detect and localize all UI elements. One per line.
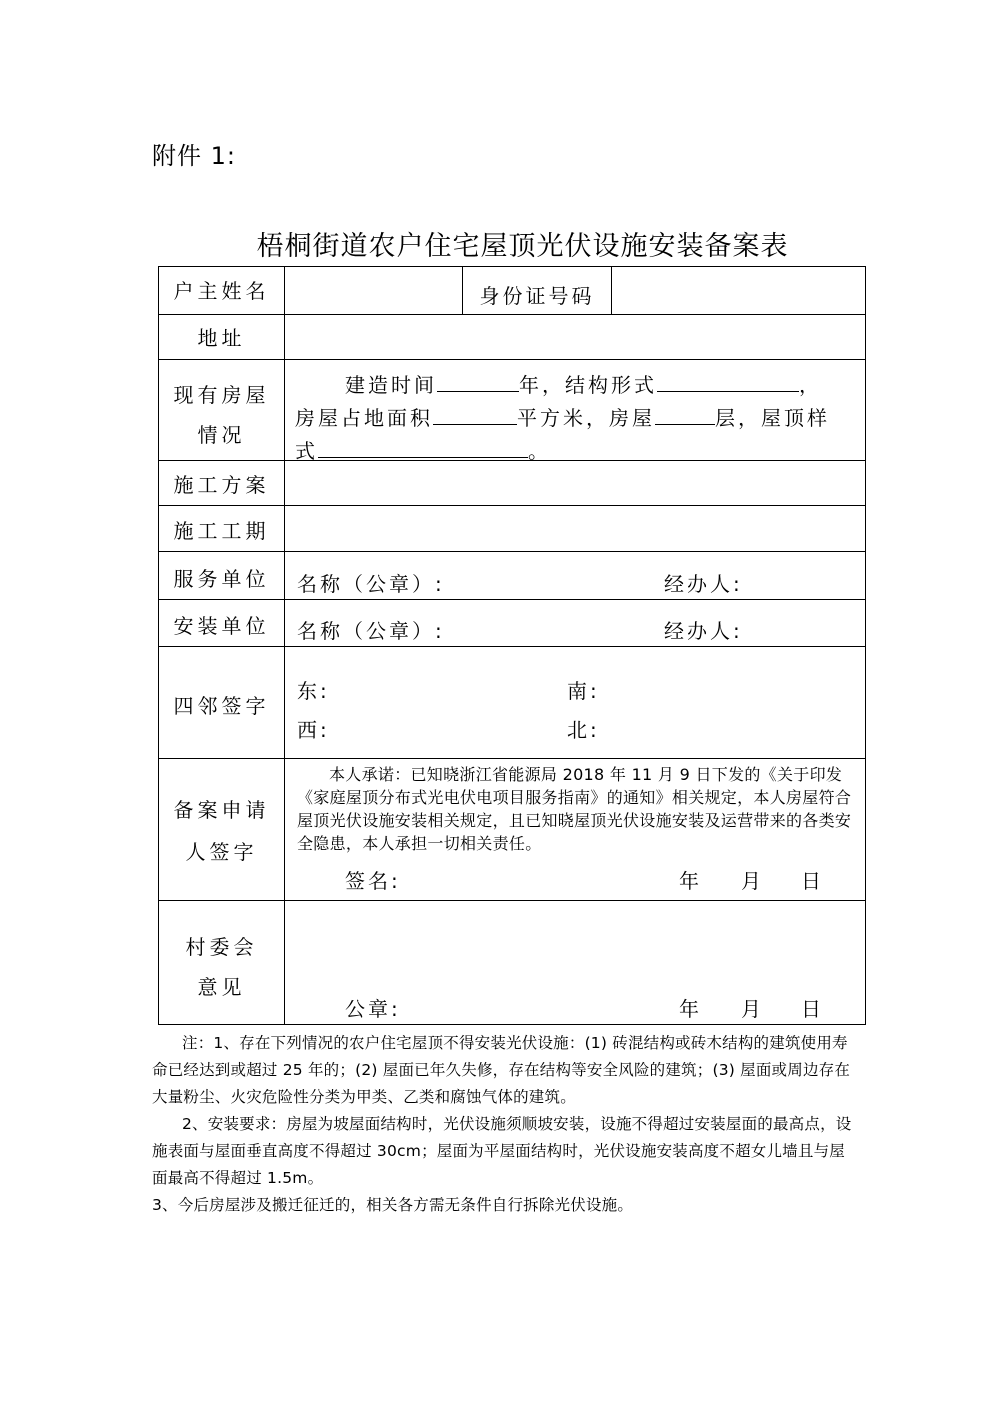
seal-date-year: 年 <box>679 997 702 1021</box>
row-divider <box>159 314 865 315</box>
construction-period-label: 施工工期 <box>173 519 270 543</box>
south-label: 南: <box>567 679 600 703</box>
area-text: 房屋占地面积 <box>295 406 433 430</box>
east-label: 东: <box>297 679 330 703</box>
note-3: 3、今后房屋涉及搬迁征迁的，相关各方需无条件自行拆除光伏设施。 <box>152 1196 634 1214</box>
house-label-line2: 情况 <box>197 423 246 447</box>
service-unit-label: 服务单位 <box>173 567 270 591</box>
house-label <box>159 375 284 455</box>
west-label: 西: <box>297 718 330 742</box>
owner-name-label: 户主姓名 <box>173 279 270 303</box>
applicant-label <box>159 789 284 873</box>
label-column-divider <box>284 267 285 1024</box>
sqm-text: 平方米，房屋 <box>517 406 655 430</box>
house-line1 <box>345 369 822 398</box>
seal-date-month: 月 <box>741 997 764 1021</box>
village-label-line1: 村委会 <box>185 935 258 959</box>
construction-plan-field[interactable] <box>285 462 865 504</box>
service-name-label: 名称（公章）: <box>297 572 445 596</box>
seal-label: 公章: <box>345 997 401 1021</box>
house-label-line1: 现有房屋 <box>173 383 270 407</box>
sign-date-month: 月 <box>741 869 764 893</box>
form-title: 梧桐街道农户住宅屋顶光伏设施安装备案表 <box>256 231 789 262</box>
house-line3 <box>295 435 551 464</box>
pledge-text: 本人承诺：已知晓浙江省能源局 2018 年 11 月 9 日下发的《关于印发《家庭屋顶分布式光电伏电项目服务指南》的通知》相关规定，本人房屋符合屋顶光伏设施安装相关规定，且已知晓屋顶光伏设施安装及运营带来的各类安全隐患，本人承担一切相关责任。 <box>297 765 852 853</box>
attachment-label: 附件 1: <box>152 142 236 170</box>
registration-table <box>158 266 866 1025</box>
applicant-label-line1: 备案申请 <box>173 798 270 822</box>
comma-text: ， <box>799 373 822 397</box>
row-divider <box>159 758 865 759</box>
row-divider <box>159 359 865 360</box>
neighbors-label: 四邻签字 <box>173 694 270 718</box>
row-divider <box>159 900 865 901</box>
build-time-text: 建造时间 <box>345 373 437 397</box>
style-text: 式 <box>295 439 318 463</box>
applicant-label-line2: 人签字 <box>185 840 258 864</box>
notes-section <box>152 1030 852 1219</box>
floors-text: 层，屋顶样 <box>715 406 830 430</box>
install-unit-label: 安装单位 <box>173 614 270 638</box>
village-label-line2: 意见 <box>197 975 246 999</box>
sign-date-year: 年 <box>679 869 702 893</box>
owner-name-field[interactable] <box>285 269 462 313</box>
period-text: 。 <box>528 439 551 463</box>
note-2: 2、安装要求：房屋为坡屋面结构时，光伏设施须顺坡安装，设施不得超过安装屋面的最高点，设施表面与屋面垂直高度不得超过 30cm；屋面为平屋面结构时，光伏设施安装高度不超女儿墙且与屋面最高不得超过 1.5m。 <box>152 1115 852 1187</box>
address-label: 地址 <box>197 326 246 350</box>
address-field[interactable] <box>285 317 865 357</box>
construction-plan-label: 施工方案 <box>173 473 270 497</box>
id-number-label: 身份证号码 <box>479 284 595 308</box>
structure-blank[interactable] <box>657 369 799 392</box>
note-1: 注：1、存在下列情况的农户住宅屋顶不得安装光伏设施：(1) 砖混结构或砖木结构的建筑使用寿命已经达到或超过 25 年的；(2) 屋面已年久失修，存在结构等安全风险的建筑；(3) 屋面或周边存在大量粉尘、火灾危险性分类为甲类、乙类和腐蚀气体的建筑。 <box>152 1034 851 1106</box>
id-number-field[interactable] <box>612 269 862 313</box>
roof-style-blank[interactable] <box>318 435 528 458</box>
build-year-blank[interactable] <box>437 369 519 392</box>
sign-label: 签名: <box>345 869 401 893</box>
north-label: 北: <box>567 718 600 742</box>
sign-date-day: 日 <box>801 869 824 893</box>
village-label <box>159 927 284 1007</box>
construction-period-field[interactable] <box>285 507 865 550</box>
house-line2 <box>295 402 830 431</box>
structure-text: 年，结构形式 <box>519 373 657 397</box>
install-name-label: 名称（公章）: <box>297 619 445 643</box>
install-handler-label: 经办人: <box>664 619 743 643</box>
service-handler-label: 经办人: <box>664 572 743 596</box>
seal-date-day: 日 <box>801 997 824 1021</box>
floors-blank[interactable] <box>655 402 715 425</box>
area-blank[interactable] <box>433 402 517 425</box>
